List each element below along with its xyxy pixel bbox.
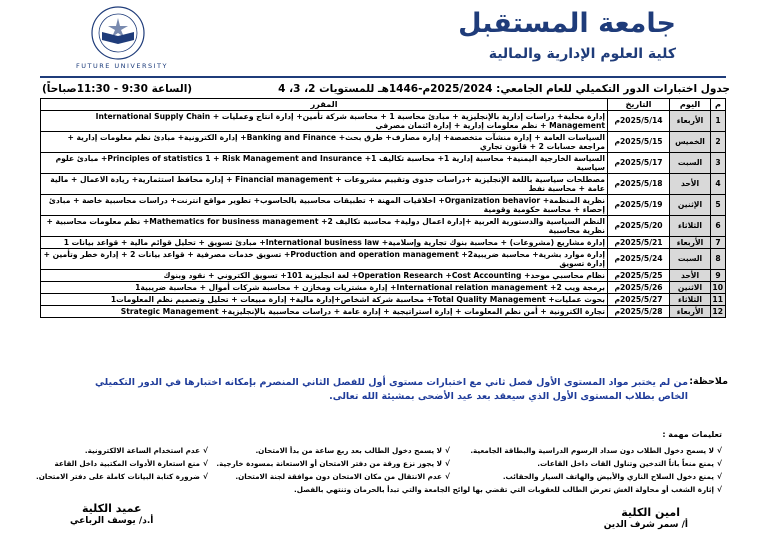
header-num: م [711, 99, 726, 111]
row-subjects: السياسات العامة + إدارة منشآت متخصصة+ إدارة مصارف+ طرق بحث+ Banking and Finance+ إدارة الكترونية+ مبادئ نظم معلومات إدارية + مراجعة حسابات 2 + قانون تجاري [41, 132, 608, 153]
row-day: الخميس [670, 132, 711, 153]
table-row [41, 249, 726, 270]
row-date: 2025/5/18م [608, 174, 670, 195]
row-subjects: إدارة مشاريع (مشروعات) + محاسبة بنوك تجارية وإسلامية+ International business law+ مبادئ تسويق + تحليل قوائم مالية + قواعد بيانات 1 [41, 237, 608, 249]
row-subjects: تجارة الكترونية + أمن نظم المعلومات + إدارة استراتيجية + إدارة عامة + دراسات محاسبية بالإنجليزية+ Strategic Management [41, 306, 608, 318]
row-day: الأحد [670, 174, 711, 195]
row-day: الاثنين [670, 282, 711, 294]
row-subjects: بحوث عمليات+ Total Quality Management+ محاسبة شركة اشخاص+إدارة مالية+ إدارة مبيعات + تحليل وتصميم نظم المعلومات1 [41, 294, 608, 306]
instruction-text: لا يسمح دخول الطالب بعد ربع ساعة من بدأ الامتحان. [255, 446, 442, 455]
row-subjects: برمجة ويب 2+ International relation management+ إدارة مشتريات ومخازن + محاسبة شركات أموال + محاسبة ضريبية1 [41, 282, 608, 294]
row-day: الثلاثاء [670, 216, 711, 237]
row-date: 2025/5/28م [608, 306, 670, 318]
check-icon: √ [202, 446, 208, 455]
instruction-text: عدم الانتقال من مكان الامتحان دون موافقة لجنة الامتحان. [235, 472, 442, 481]
university-logo [80, 6, 156, 64]
row-num: 4 [711, 174, 726, 195]
row-date: 2025/5/27م [608, 294, 670, 306]
row-date: 2025/5/14م [608, 111, 670, 132]
row-day: الأربعاء [670, 237, 711, 249]
row-subjects: نظرية المنظمة+ Organization behavior+ اخلاقيات المهنة + تطبيقات محاسبية بالحاسوب+ تطوير مواقع انترنت+ دراسات محاسبية خاصة + مبادئ إحصاء + محاسبة حكومية وقومية [41, 195, 608, 216]
row-date: 2025/5/25م [608, 270, 670, 282]
row-date: 2025/5/24م [608, 249, 670, 270]
table-row [41, 237, 726, 249]
table-row [41, 294, 726, 306]
row-day: الأربعاء [670, 111, 711, 132]
row-subjects: إدارة محلية+ دراسات إدارية بالإنجليزية + مبادئ محاسبة 1 + محاسبة شركة تأمين+ إدارة انتاج وعمليات + International Supply Chain Management + نظم معلومات إدارية + إدارة ائتمان مصرفي [41, 111, 608, 132]
row-num: 9 [711, 270, 726, 282]
instruction-text: يمنع منعاً باتاً التدخين وتناول القات داخل القاعات. [537, 459, 714, 468]
document-title: جدول اختبارات الدور التكميلي للعام الجامعي: 2025/2024م-1446هـ للمستويات 2، 3، 4 [278, 83, 730, 95]
check-icon: √ [202, 459, 208, 468]
instruction-item [294, 485, 722, 494]
table-row [41, 306, 726, 318]
row-date: 2025/5/26م [608, 282, 670, 294]
row-subjects: نظام محاسبي موحد+ Operation Research +Cost Accounting+ لغة انجليزية 101+ تسويق الكتروني + نقود وبنوك [41, 270, 608, 282]
row-num: 1 [711, 111, 726, 132]
instruction-item [470, 446, 722, 455]
row-num: 2 [711, 132, 726, 153]
row-num: 8 [711, 249, 726, 270]
row-subjects: السياسة الخارجية اليمنية+ محاسبة إدارية 1+ محاسبة تكاليف 1+ Principles of statistics 1 + Risk Management and Insurance+ مبادئ علوم سياسية [41, 153, 608, 174]
table-header-row [41, 99, 726, 111]
row-day: السبت [670, 249, 711, 270]
instruction-text: منع استعارة الأدوات المكتبية داخل القاعة [54, 459, 200, 468]
table-row [41, 132, 726, 153]
check-icon: √ [202, 472, 208, 481]
row-date: 2025/5/20م [608, 216, 670, 237]
instruction-text: لا يجوز نزع ورقة من دفتر الامتحان أو الاستعانة بمسودة خارجية. [216, 459, 442, 468]
table-row [41, 111, 726, 132]
row-date: 2025/5/19م [608, 195, 670, 216]
exam-schedule-table [40, 98, 726, 318]
instruction-item [503, 472, 722, 481]
row-num: 7 [711, 237, 726, 249]
row-num: 10 [711, 282, 726, 294]
row-day: الثلاثاء [670, 294, 711, 306]
check-icon: √ [444, 446, 450, 455]
row-day: الأحد [670, 270, 711, 282]
instruction-item [537, 459, 722, 468]
instruction-text: إثارة الشغب أو محاولة الغش تعرض الطالب للعقوبات التي تقضي بها لوائح الجامعة والتي تبدأ بالحرمان وتنتهي بالفصل. [293, 485, 714, 494]
table-row [41, 270, 726, 282]
table-row [41, 174, 726, 195]
row-subjects: النظم السياسية والدستورية العربية +إدارة اعمال دولية+ محاسبة تكاليف 2+ Mathematics for business management+ نظم معلومات محاسبية + نظرية محاسبية [41, 216, 608, 237]
header-divider [40, 76, 726, 78]
row-num: 5 [711, 195, 726, 216]
secretary-title: امين الكلية [621, 506, 680, 519]
row-num: 6 [711, 216, 726, 237]
note-text: من لم يختبر مواد المستوى الأول فصل ثاني مع اختبارات مستوى أول للفصل الثاني المنصرم بإمكانه اختبارها في الدور التكميلي الخاص بطلاب المستوى الأول الذي سيعقد بعد عيد الأضحى بمشيئة الله تعالى. [95, 377, 688, 402]
table-row [41, 153, 726, 174]
instruction-text: لا يسمح دخول الطلاب دون سداد الرسوم الدراسية والبطاقة الجامعية. [470, 446, 714, 455]
check-icon: √ [444, 459, 450, 468]
row-day: السبت [670, 153, 711, 174]
instruction-item [235, 472, 450, 481]
check-icon: √ [444, 472, 450, 481]
check-icon: √ [716, 459, 722, 468]
instruction-item [85, 446, 208, 455]
header-subjects: المقرر [41, 99, 608, 111]
row-num: 12 [711, 306, 726, 318]
instruction-item [55, 459, 208, 468]
table-row [41, 195, 726, 216]
table-body [41, 111, 726, 318]
instruction-item [36, 472, 208, 481]
exam-time: (الساعة 9:30 - 11:30صباحاً) [42, 83, 193, 95]
row-date: 2025/5/17م [608, 153, 670, 174]
dean-title: عميد الكلية [82, 502, 142, 515]
secretary-name: أ/ سمر شرف الدين [603, 520, 688, 530]
row-num: 3 [711, 153, 726, 174]
row-day: الإثنين [670, 195, 711, 216]
row-date: 2025/5/15م [608, 132, 670, 153]
table-row [41, 282, 726, 294]
header-date: التاريخ [608, 99, 670, 111]
instruction-text: عدم استخدام الساعة الالكترونية. [84, 446, 200, 455]
check-icon: √ [716, 472, 722, 481]
dean-name: أ.د/ يوسف الرباعي [70, 516, 154, 526]
faculty-name: كلية العلوم الإدارية والمالية [488, 46, 676, 62]
row-subjects: مصطلحات سياسية باللغة الإنجليزية +دراسات جدوى وتقييم مشروعات + Financial management + إدارة محافظ استثمارية+ ريادة الاعمال + مالية عامة + محاسبة نفط [41, 174, 608, 195]
instruction-item [255, 446, 450, 455]
check-icon: √ [716, 485, 722, 494]
instructions-title: تعليمات مهمة : [662, 430, 722, 439]
note-label: ملاحظة: [689, 376, 728, 387]
instruction-text: يمنع دخول السلاح الناري والأبيض والهاتف السيار والحقائب. [502, 472, 714, 481]
instruction-item [216, 459, 450, 468]
row-num: 11 [711, 294, 726, 306]
table-row [41, 216, 726, 237]
header-day: اليوم [670, 99, 711, 111]
check-icon: √ [716, 446, 722, 455]
university-name: جامعة المستقبل [458, 8, 676, 39]
row-day: الأربعاء [670, 306, 711, 318]
row-date: 2025/5/21م [608, 237, 670, 249]
instruction-text: ضرورة كتابة البيانات كاملة على دفتر الامتحان. [36, 472, 200, 481]
row-subjects: إدارة موارد بشرية+ محاسبة ضريبية2+ Production and operation management+ تسويق خدمات مصرفية + قواعد بيانات 2 + إدارة خطر وتأمين + إدارة تسويق [41, 249, 608, 270]
logo-text: FUTURE UNIVERSITY [75, 62, 168, 70]
